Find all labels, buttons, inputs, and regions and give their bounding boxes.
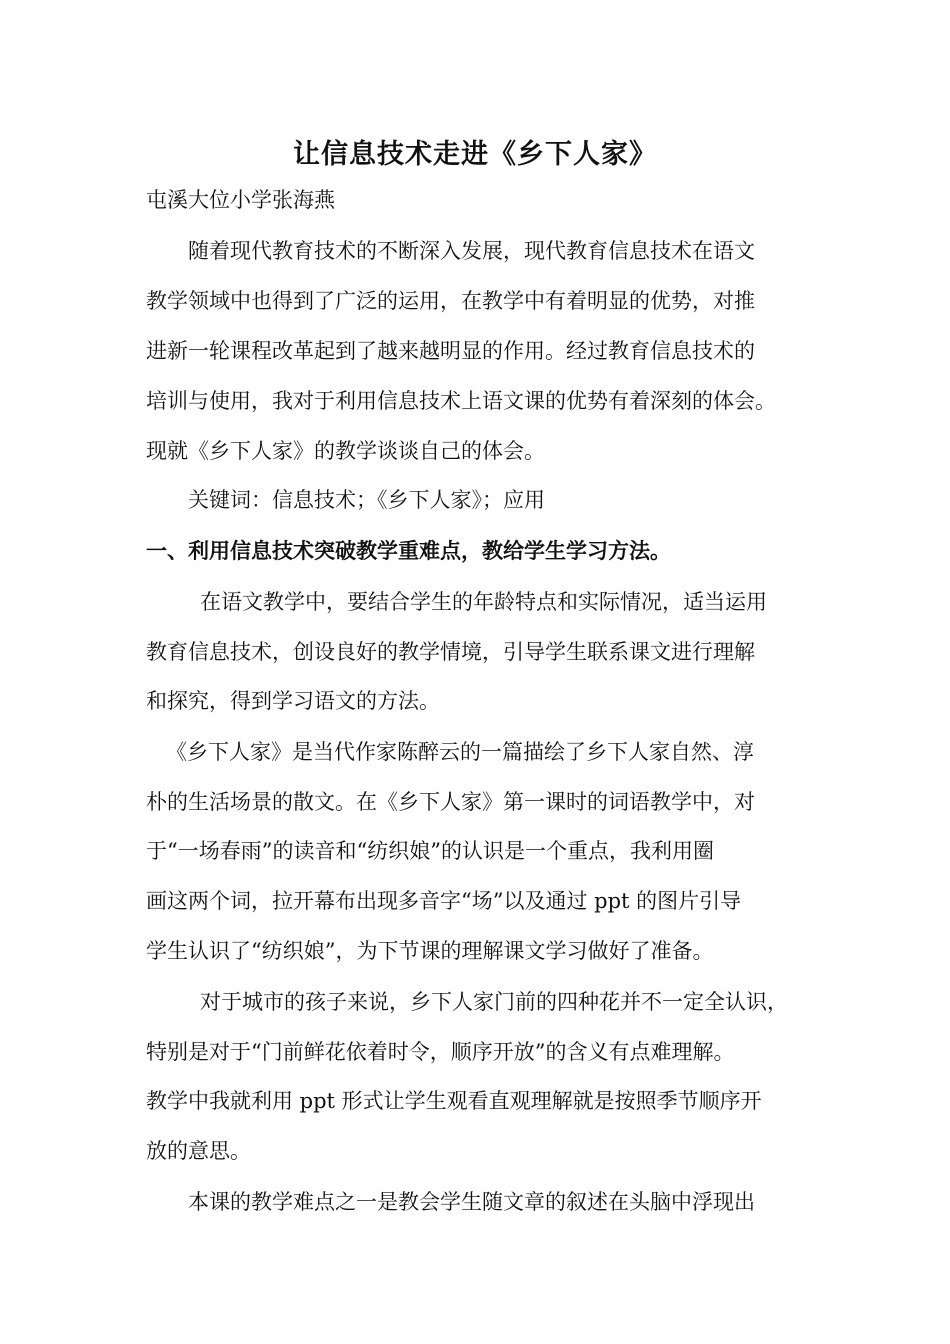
paragraph-4-line-2: 特别是对于“门前鲜花依着时令，顺序开放”的含义有点难理解。 [146, 1040, 735, 1064]
paragraph-1-line-1: 随着现代教育技术的不断深入发展，现代教育信息技术在语文 [188, 239, 755, 263]
paragraph-4-line-1: 对于城市的孩子来说，乡下人家门前的四种花并不一定全认识， [200, 990, 788, 1014]
paragraph-3-line-5: 学生认识了“纺织娘”，为下节课的理解课文学习做好了准备。 [146, 939, 714, 963]
paragraph-3-line-1: 《乡下人家》是当代作家陈醉云的一篇描绘了乡下人家自然、淳 [166, 740, 754, 764]
paragraph-3-line-2: 朴的生活场景的散文。在《乡下人家》第一课时的词语教学中，对 [146, 790, 755, 814]
paragraph-3-line-3: 于“一场春雨”的读音和“纺织娘”的认识是一个重点，我利用圈 [146, 839, 714, 863]
document-title: 让信息技术走进《乡下人家》 [293, 139, 657, 170]
author-line: 屯溪大位小学张海燕 [146, 188, 335, 212]
paragraph-1-line-3: 进新一轮课程改革起到了越来越明显的作用。经过教育信息技术的 [146, 339, 755, 363]
paragraph-1-line-5: 现就《乡下人家》的教学谈谈自己的体会。 [146, 439, 545, 463]
paragraph-2-line-3: 和探究，得到学习语文的方法。 [146, 689, 440, 713]
paragraph-4-line-4: 放的意思。 [146, 1139, 251, 1163]
paragraph-4-line-3: 教学中我就利用 ppt 形式让学生观看直观理解就是按照季节顺序开 [146, 1089, 762, 1113]
section-heading-1: 一、利用信息技术突破教学重难点，教给学生学习方法。 [146, 538, 671, 563]
paragraph-2-line-2: 教育信息技术，创设良好的教学情境，引导学生联系课文进行理解 [146, 640, 755, 664]
paragraph-5-line-1: 本课的教学难点之一是教会学生随文章的叙述在头脑中浮现出 [188, 1190, 755, 1214]
paragraph-3-line-4: 画这两个词，拉开幕布出现多音字“场”以及通过 ppt 的图片引导 [146, 889, 742, 913]
keywords-line: 关键词：信息技术；《乡下人家》；应用 [188, 488, 545, 512]
paragraph-1-line-4: 培训与使用，我对于利用信息技术上语文课的优势有着深刻的体会。 [146, 389, 776, 413]
paragraph-2-line-1: 在语文教学中，要结合学生的年龄特点和实际情况，适当运用 [200, 590, 767, 614]
paragraph-1-line-2: 教学领域中也得到了广泛的运用，在教学中有着明显的优势，对推 [146, 289, 755, 313]
